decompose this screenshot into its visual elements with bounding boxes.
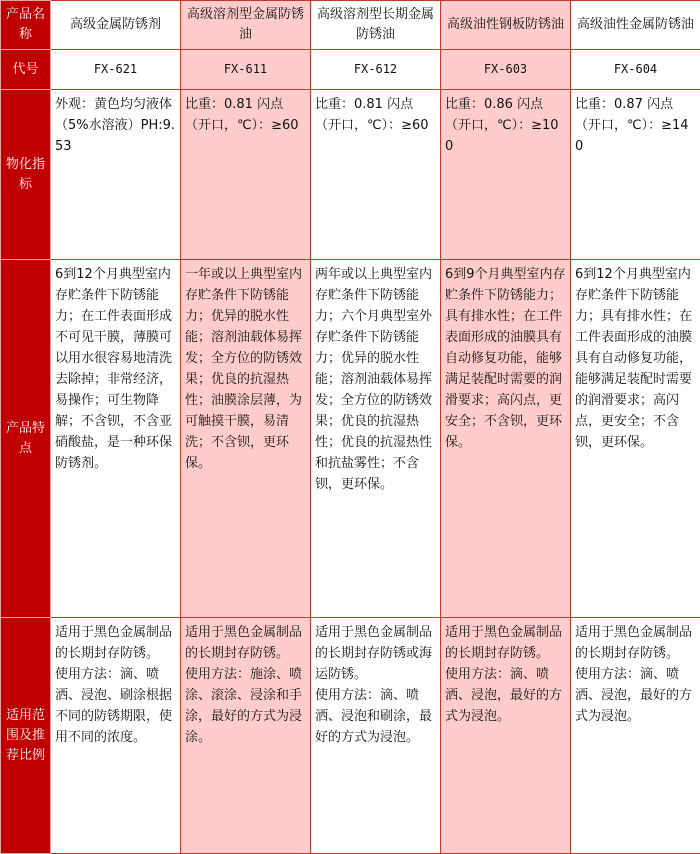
header-physical-chemical: 物化指标 xyxy=(1,90,51,260)
row-physical-chemical xyxy=(1,90,700,260)
method-text: 使用方法：施涂、喷涂、滚涂、浸涂和手涂，最好的方式为浸涂。 xyxy=(185,664,306,748)
method-text: 使用方法：滴、喷洒、浸泡，最好的方式为浸泡。 xyxy=(575,664,696,727)
product-code-cell: FX-621 xyxy=(51,50,181,90)
application-text: 适用于黑色金属制品的长期封存防锈。 xyxy=(185,622,306,664)
header-features: 产品特点 xyxy=(1,260,51,618)
method-text: 使用方法：滴、喷洒、浸泡，最好的方式为浸泡。 xyxy=(445,664,566,727)
product-code-cell: FX-604 xyxy=(571,50,700,90)
product-name-cell: 高级油性金属防锈油 xyxy=(571,1,700,50)
features-cell: 6到12个月典型室内存贮条件下防锈能力；具有排水性；在工件表面形成的油膜具有自动修复功能，能够满足装配时需要的润滑要求；高闪点，更安全；不含钡，更环保。 xyxy=(571,260,700,618)
method-text: 使用方法：滴、喷洒、浸泡和刷涂，最好的方式为浸泡。 xyxy=(315,685,436,748)
application-cell xyxy=(51,618,181,854)
product-code-cell: FX-611 xyxy=(181,50,311,90)
phys-cell: 比重：0.86 闪点（开口，℃）：≥100 xyxy=(441,90,571,260)
application-cell xyxy=(571,618,700,854)
product-code-cell: FX-612 xyxy=(311,50,441,90)
features-cell: 6到9个月典型室内存贮条件下防锈能力；具有排水性；在工件表面形成的油膜具有自动修复功能，能够满足装配时需要的润滑要求；高闪点，更安全；不含钡，更环保。 xyxy=(441,260,571,618)
product-name-cell: 高级油性钢板防锈油 xyxy=(441,1,571,50)
application-text: 适用于黑色金属制品的长期封存防锈。 xyxy=(575,622,696,664)
header-code: 代号 xyxy=(1,50,51,90)
phys-cell: 外观：黄色均匀液体（5%水溶液）PH:9.53 xyxy=(51,90,181,260)
header-application: 适用范围及推荐比例 xyxy=(1,618,51,854)
product-name-cell: 高级金属防锈剂 xyxy=(51,1,181,50)
row-features xyxy=(1,260,700,618)
product-name-cell: 高级溶剂型长期金属防锈油 xyxy=(311,1,441,50)
application-cell xyxy=(311,618,441,854)
row-code xyxy=(1,50,700,90)
features-cell: 6到12个月典型室内存贮条件下防锈能力；在工件表面形成不可见干膜，薄膜可以用水很容易地清洗去除掉；非常经济，易操作；可生物降解；不含钡，不含亚硝酸盐，是一种环保防锈剂。 xyxy=(51,260,181,618)
application-text: 适用于黑色金属制品的长期封存防锈。 xyxy=(55,622,176,664)
header-product-name: 产品名称 xyxy=(1,1,51,50)
features-cell: 一年或以上典型室内存贮条件下防锈能力；优异的脱水性能；溶剂油载体易挥发；全方位的防锈效果；优良的抗湿热性；油膜涂层薄，为可触摸干膜，易清洗；不含钡，更环保。 xyxy=(181,260,311,618)
application-cell xyxy=(181,618,311,854)
product-code-cell: FX-603 xyxy=(441,50,571,90)
phys-cell: 比重：0.81 闪点（开口，℃）：≥60 xyxy=(311,90,441,260)
product-name-cell: 高级溶剂型金属防锈油 xyxy=(181,1,311,50)
row-application xyxy=(1,618,700,854)
application-text: 适用于黑色金属制品的长期封存防锈。 xyxy=(445,622,566,664)
phys-cell: 比重：0.87 闪点（开口，℃）：≥140 xyxy=(571,90,700,260)
application-cell xyxy=(441,618,571,854)
row-product-name xyxy=(1,1,700,50)
application-text: 适用于黑色金属制品的长期封存防锈或海运防锈。 xyxy=(315,622,436,685)
features-cell: 两年或以上典型室内存贮条件下防锈能力；六个月典型室外存贮条件下防锈能力；优异的脱水性能；溶剂油载体易挥发；全方位的防锈效果；优良的抗湿热性；优良的抗湿热性和抗盐雾性；不含钡，更环保。 xyxy=(311,260,441,618)
method-text: 使用方法：滴、喷洒、浸泡、刷涂根据不同的防锈期限，使用不同的浓度。 xyxy=(55,664,176,748)
phys-cell: 比重：0.81 闪点（开口，℃）：≥60 xyxy=(181,90,311,260)
